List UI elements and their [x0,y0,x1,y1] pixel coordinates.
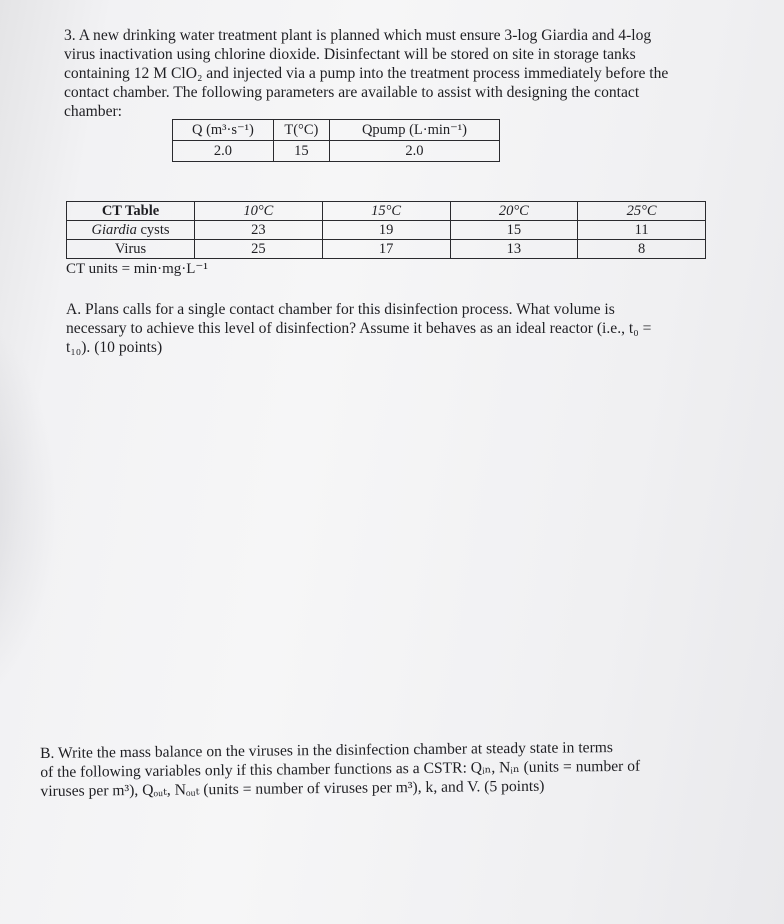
parameters-header-row [173,120,500,141]
temp-header: 10°C [195,202,323,221]
ct-units-note: CT units = min·mg·L⁻¹ [66,261,208,277]
intro-line: chamber: [64,103,123,120]
ct-table-title: CT Table [67,202,195,221]
part-a-line: A. Plans calls for a single contact chamber for this disinfection process. What volume is [66,301,615,318]
part-b-question [40,736,761,801]
giardia-label [67,221,195,240]
part-b-line: viruses per m³), Qₒᵤₜ, Nₒᵤₜ (units = number of viruses per m³), k, and V. (5 points) [40,777,545,800]
ct-cell: 13 [450,240,578,259]
temp-header: 20°C [450,202,578,221]
parameters-value-row [173,141,500,162]
ct-header-row [67,202,706,221]
part-a-line: t₁₀). (10 points) [66,339,163,356]
ct-cell: 23 [195,221,323,240]
page-shadow [0,300,60,720]
ct-table [66,201,706,259]
temp-header: 25°C [578,202,706,221]
temp-header: 15°C [322,202,450,221]
ct-cell: 8 [578,240,706,259]
pump-flow-value: 2.0 [329,141,499,162]
giardia-label-suffix: cysts [136,222,170,238]
flow-value: 2.0 [173,141,274,162]
intro-line: virus inactivation using chlorine dioxide. Disinfectant will be stored on site in storage tanks [64,46,636,63]
ct-cell: 15 [450,221,578,240]
temperature-header: T(°C) [273,120,329,141]
intro-line: contact chamber. The following parameters are available to assist with designing the contact [64,84,640,101]
intro-line: containing 12 M ClO₂ and injected via a pump into the treatment process immediately before the [64,65,669,82]
question-intro [64,26,714,121]
part-a-question [66,300,726,357]
part-a-line: necessary to achieve this level of disinfection? Assume it behaves as an ideal reactor (i.e., t₀ = [66,320,652,337]
part-b-line: of the following variables only if this chamber functions as a CSTR: Qᵢₙ, Nᵢₙ (units = number of [40,757,641,781]
flow-header: Q (m³·s⁻¹) [173,120,274,141]
ct-cell: 17 [322,240,450,259]
pump-flow-header: Qpump (L·min⁻¹) [329,120,499,141]
virus-label: Virus [67,240,195,259]
ct-cell: 11 [578,221,706,240]
ct-cell: 25 [195,240,323,259]
giardia-row [67,221,706,240]
virus-row [67,240,706,259]
parameters-table [172,119,500,162]
ct-cell: 19 [322,221,450,240]
giardia-label-italic: Giardia [91,222,137,238]
part-b-line: B. Write the mass balance on the viruses in the disinfection chamber at steady state in terms [40,739,614,762]
intro-line: 3. A new drinking water treatment plant is planned which must ensure 3-log Giardia and 4-log [64,27,652,44]
temperature-value: 15 [273,141,329,162]
